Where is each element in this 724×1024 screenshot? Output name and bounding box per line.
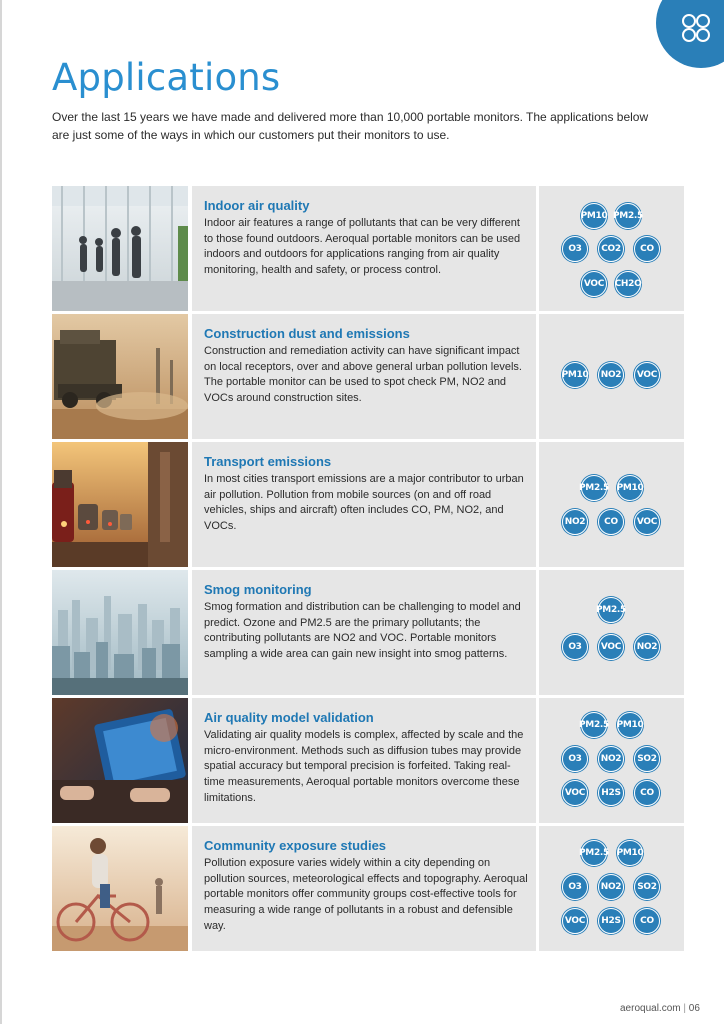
tablet-photo: [52, 698, 188, 823]
page-edge: [0, 0, 2, 1024]
application-description: Construction and remediation activity can have significant impact on local receptors, over and above general urban pollution levels. The portable monitor can be used to spot check PM, NO2 and VOCs around construction sites.: [204, 345, 522, 405]
pollutant-badge: PM10: [617, 475, 643, 501]
pollutant-badge: NO2: [598, 746, 624, 772]
pollutant-badge: H2S: [598, 780, 624, 806]
smog-city-photo: [52, 570, 188, 695]
application-description: In most cities transport emissions are a major contributor to urban air pollution. Pollution from mobile sources (on and off road vehicles, ships and aircraft) often includes CO, PM, NO2, and VOCs.: [204, 473, 524, 533]
pollutant-badges: [539, 698, 684, 823]
pollutant-badge: CO: [634, 236, 660, 262]
application-description: Smog formation and distribution can be challenging to model and predict. Ozone and PM2.5 are the primary pollutants; the contributing pollutants are NO2 and VOC. Portable monitors sampling a wide area can gain new insight into smog patterns.: [204, 601, 521, 661]
pollutant-badge: VOC: [634, 362, 660, 388]
pollutant-badge: NO2: [634, 634, 660, 660]
pollutant-badge: NO2: [598, 874, 624, 900]
pollutant-badges: [539, 314, 684, 439]
pollutant-badge: PM2.5: [581, 475, 607, 501]
construction-photo: [52, 314, 188, 439]
application-text: [192, 186, 536, 311]
pollutant-badge: PM10: [562, 362, 588, 388]
traffic-photo: [52, 442, 188, 567]
pollutant-badge: H2S: [598, 908, 624, 934]
pollutant-badge: NO2: [598, 362, 624, 388]
pollutant-badge: VOC: [598, 634, 624, 660]
application-title: Community exposure studies: [204, 838, 387, 853]
application-description: Indoor air features a range of pollutants that can be very different to those found outdoors. Aeroqual portable monitors can be used indoors and outdoors for applications ranging from air quality monitoring, health and safety, or process control.: [204, 217, 521, 277]
pollutant-badge: PM10: [617, 840, 643, 866]
cyclist-photo: [52, 826, 188, 951]
application-title: Smog monitoring: [204, 582, 312, 597]
pollutant-badge: CO2: [598, 236, 624, 262]
pollutant-badge: PM2.5: [598, 597, 624, 623]
application-text: [192, 570, 536, 695]
pollutant-badge: PM10: [617, 712, 643, 738]
application-text: [192, 442, 536, 567]
pollutant-badges: [539, 442, 684, 567]
pollutant-badge: NO2: [562, 509, 588, 535]
application-description: Validating air quality models is complex, affected by scale and the micro-environment. Methods such as diffusion tubes may provide spatial accuracy but temporal precision is forfeited. Taking real-time measurements, Aeroqual portable monitors overcome these limitations.: [204, 729, 524, 804]
footer-separator: |: [683, 1003, 686, 1014]
pollutant-badge: SO2: [634, 874, 660, 900]
pollutant-badge: O3: [562, 236, 588, 262]
page-footer: [620, 1003, 700, 1014]
application-text: [192, 698, 536, 823]
pollutant-badge: PM2.5: [581, 840, 607, 866]
pollutant-badge: CO: [634, 780, 660, 806]
indoor-photo: [52, 186, 188, 311]
application-title: Construction dust and emissions: [204, 326, 410, 341]
pollutant-badge: CO: [634, 908, 660, 934]
pollutant-badge: O3: [562, 746, 588, 772]
pollutant-badge: O3: [562, 874, 588, 900]
application-row-transport: [52, 442, 684, 567]
intro-paragraph: Over the last 15 years we have made and delivered more than 10,000 portable monitors. The applications below are just some of the ways in which our customers put their monitors to use.: [52, 110, 649, 142]
application-row-construction: [52, 314, 684, 439]
application-title: Indoor air quality: [204, 198, 310, 213]
application-row-indoor-air-quality: [52, 186, 684, 311]
pollutant-badge: PM2.5: [615, 203, 641, 229]
application-row-community: [52, 826, 684, 951]
application-description: Pollution exposure varies widely within a city depending on pollution sources, meteorological effects and topography. Aeroqual portable monitors offer community groups cost-effective tools for measuring a wide range of pollutants in a robust and defensible way.: [204, 857, 528, 932]
pollutant-badge: VOC: [562, 780, 588, 806]
pollutant-badge: O3: [562, 634, 588, 660]
application-title: Air quality model validation: [204, 710, 374, 725]
pollutant-badge: VOC: [581, 271, 607, 297]
application-text: [192, 826, 536, 951]
pollutant-badge: PM2.5: [581, 712, 607, 738]
pollutant-badge: PM10: [581, 203, 607, 229]
application-row-model-validation: [52, 698, 684, 823]
pollutant-badge: VOC: [562, 908, 588, 934]
pollutant-badge: SO2: [634, 746, 660, 772]
pollutant-badge: VOC: [634, 509, 660, 535]
pollutant-badges: [539, 570, 684, 695]
page-number: 06: [688, 1003, 700, 1014]
application-row-smog: [52, 570, 684, 695]
footer-website: aeroqual.com: [620, 1003, 681, 1014]
pollutant-badge: CO: [598, 509, 624, 535]
pollutant-badges: [539, 826, 684, 951]
page-title: Applications: [52, 56, 281, 99]
aeroqual-rings-logo-icon: [682, 14, 712, 44]
pollutant-badges: [539, 186, 684, 311]
application-text: [192, 314, 536, 439]
pollutant-badge: CH2O: [615, 271, 641, 297]
application-title: Transport emissions: [204, 454, 332, 469]
